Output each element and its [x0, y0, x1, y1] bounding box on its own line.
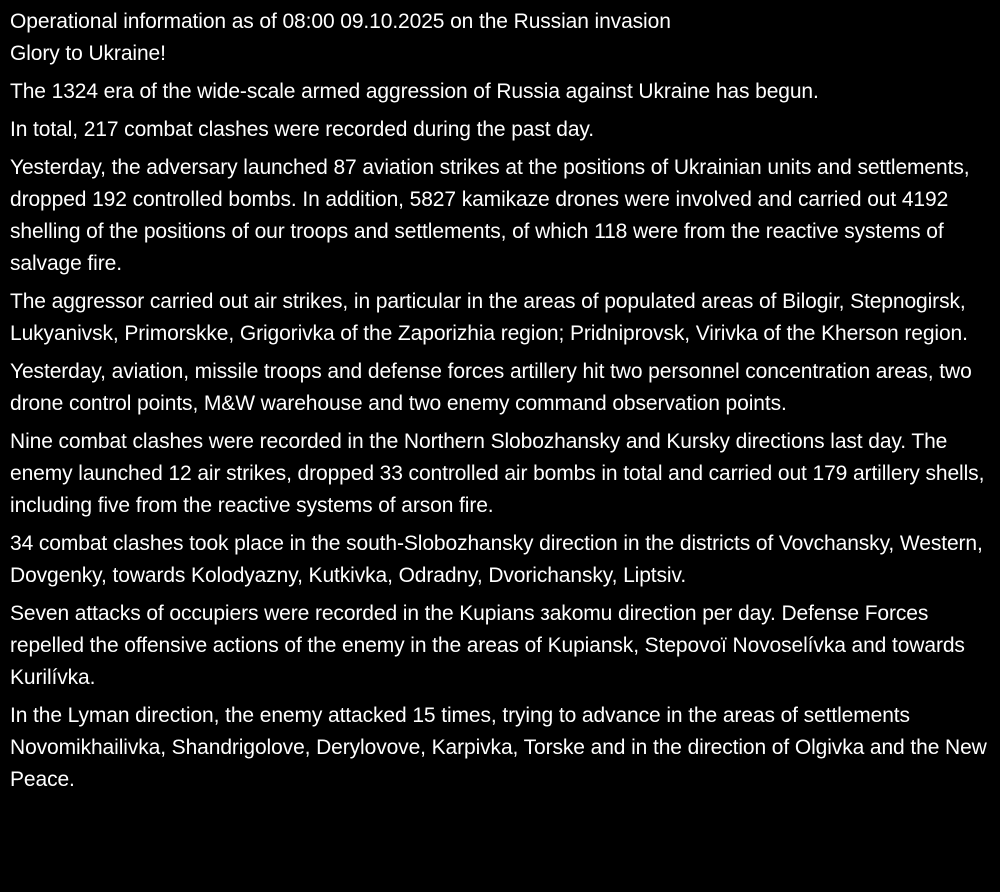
paragraph-era: The 1324 era of the wide-scale armed aggression of Russia against Ukraine has begun.: [10, 80, 819, 103]
paragraph-kupiansk-direction: Seven attacks of occupiers were recorded in the Kupians зakomu direction per day. Defense Forces repelled the offensive actions of the enemy in the areas of Kupiansk, Stepovoї Novoselívka and towards Kurilívka.: [10, 602, 965, 689]
paragraph-south-slobozhansky: 34 combat clashes took place in the south-Slobozhansky direction in the districts of Vovchansky, Western, Dovgenky, towards Kolodyazny, Kutkivka, Odradny, Dvorichansky, Liptsiv.: [10, 532, 983, 587]
paragraph-clashes-total: In total, 217 combat clashes were recorded during the past day.: [10, 118, 594, 141]
message-greeting: Glory to Ukraine!: [10, 42, 166, 65]
paragraph-northern-direction: Nine combat clashes were recorded in the Northern Slobozhansky and Kursky directions last day. The enemy launched 12 air strikes, dropped 33 controlled air bombs in total and carried out 179 artillery shells, including five from the reactive systems of arson fire.: [10, 430, 985, 517]
paragraph-air-strikes-areas: The aggressor carried out air strikes, in particular in the areas of populated areas of Bilogir, Stepnogirsk, Lukyanivsk, Primorskke, Grigorivka of the Zaporizhia region; Pridniprovsk, Virivka of the Kherson region.: [10, 290, 968, 345]
paragraph-lyman-direction: In the Lyman direction, the enemy attacked 15 times, trying to advance in the areas of settlements Novomikhailivka, Shandrigolove, Derylovove, Karpivka, Torske and in the direction of Olgivka and the New Peace.: [10, 704, 987, 791]
paragraph-defense-hits: Yesterday, aviation, missile troops and defense forces artillery hit two personnel concentration areas, two drone control points, M&W warehouse and two enemy command observation points.: [10, 360, 972, 415]
message-intro: [10, 6, 992, 70]
paragraph-enemy-strikes: Yesterday, the adversary launched 87 aviation strikes at the positions of Ukrainian units and settlements, dropped 192 controlled bombs. In addition, 5827 kamikaze drones were involved and carried out 4192 shelling of the positions of our troops and settlements, of which 118 were from the reactive systems of salvage fire.: [10, 156, 970, 275]
message-header: Operational information as of 08:00 09.10.2025 on the Russian invasion: [10, 10, 671, 33]
